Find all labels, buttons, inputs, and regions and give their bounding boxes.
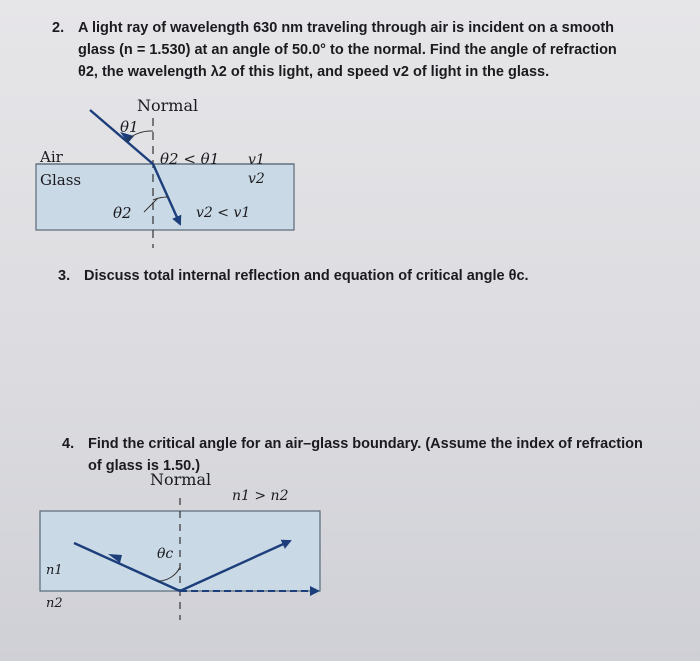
normal-label: Normal xyxy=(137,96,199,115)
question-2-number: 2. xyxy=(52,20,65,36)
question-3-line-1: Discuss total internal reflection and equation of critical angle θc. xyxy=(84,268,529,284)
question-3 xyxy=(58,266,678,288)
air-label: Air xyxy=(40,148,63,166)
question-4-line-1: Find the critical angle for an air–glass boundary. (Assume the index of refraction xyxy=(88,436,643,452)
v2-lt-v1-label: v2 < v1 xyxy=(196,205,251,221)
n1-label: n1 xyxy=(46,563,63,578)
theta1-label: θ1 xyxy=(120,118,139,136)
theta2-label: θ2 xyxy=(113,204,132,222)
v2-label: v2 xyxy=(248,171,265,187)
n2-label: n2 xyxy=(46,596,63,611)
question-2-line-2: glass (n = 1.530) at an angle of 50.0° to the normal. Find the angle of refraction xyxy=(78,42,617,58)
question-4-number: 4. xyxy=(62,436,75,452)
n1-gt-n2-label: n1 > n2 xyxy=(232,488,289,504)
theta-c-label: θc xyxy=(157,546,174,562)
v1-label: v1 xyxy=(248,152,265,168)
theta2-lt-theta1-label: θ2 < θ1 xyxy=(160,150,220,168)
question-3-number: 3. xyxy=(58,268,71,284)
normal-label-2: Normal xyxy=(150,470,212,489)
question-4-line-2: of glass is 1.50.) xyxy=(88,458,201,474)
question-2-line-1: A light ray of wavelength 630 nm traveling through air is incident on a smooth xyxy=(78,20,615,36)
glass-label: Glass xyxy=(40,171,82,189)
question-2-line-3: θ2, the wavelength λ2 of this light, and speed v2 of light in the glass. xyxy=(78,64,550,80)
